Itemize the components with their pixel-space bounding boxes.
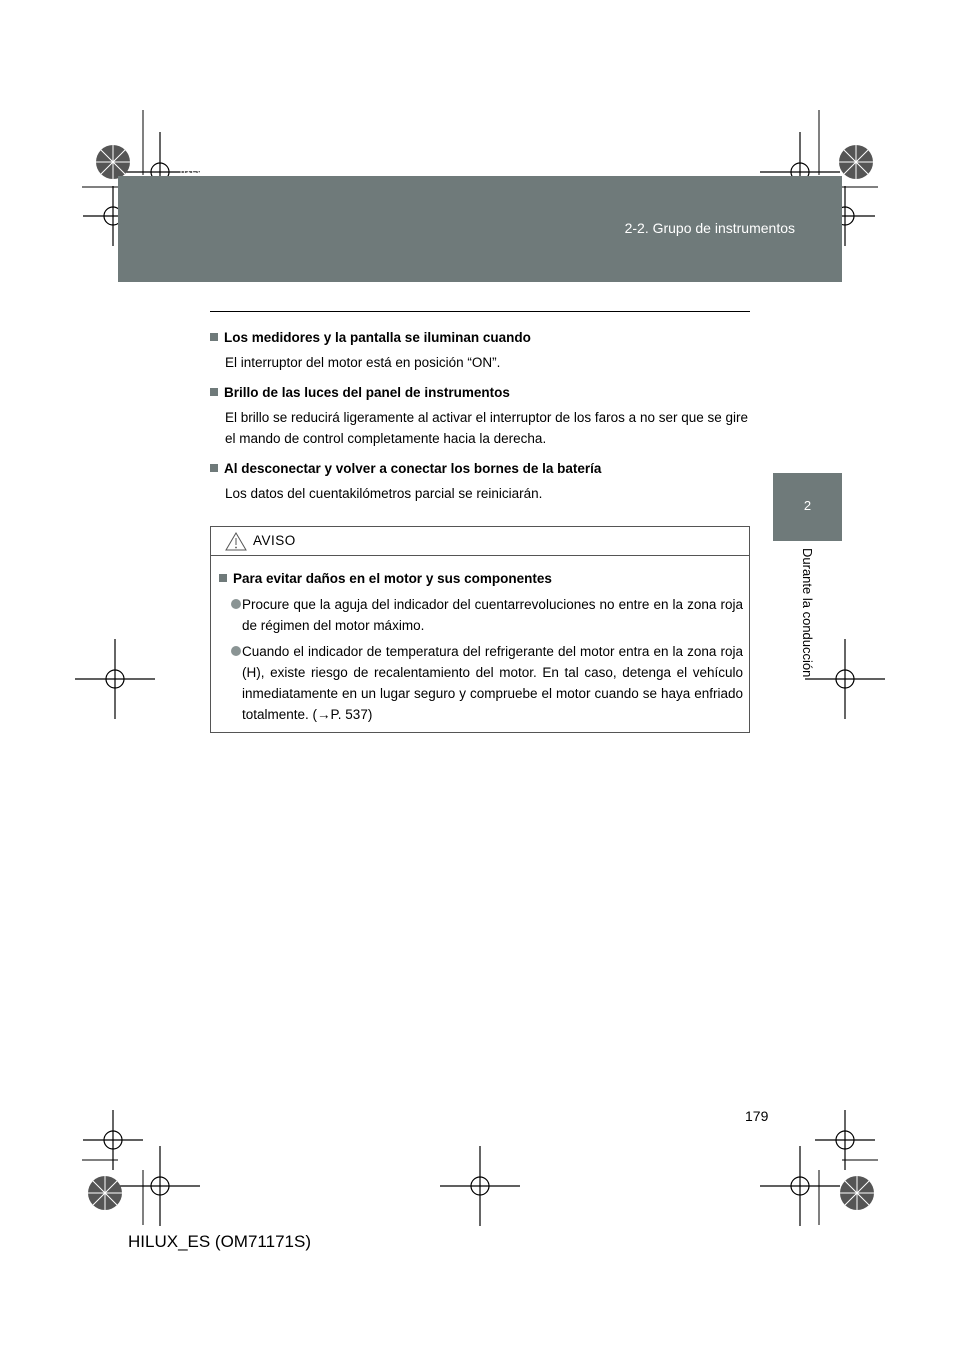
warning-bullet bbox=[219, 641, 743, 725]
round-bullet-icon bbox=[231, 599, 241, 609]
info-list bbox=[210, 327, 750, 513]
warning-bullet-text: Cuando el indicador de temperatura del refrigerante del motor entra en la zona roja (H), existe riesgo de recalentamiento del motor. En tal caso, detenga el vehículo inmediatamente en un lugar seguro y compruebe el motor cuando se haya enfriado totalmente. (→P. 537) bbox=[242, 644, 743, 722]
document-code: HILUX_ES (OM71171S) bbox=[128, 1232, 311, 1251]
book-stamp: HILUX_ES.book Page 179 Wednesday, March 23, 2011 4:15 PM bbox=[180, 166, 495, 176]
warning-bullet-text: Procure que la aguja del indicador del cuentarrevoluciones no entre en la zona roja de régimen del motor máximo. bbox=[242, 597, 743, 633]
info-item-body: Los datos del cuentakilómetros parcial se reiniciarán. bbox=[225, 486, 543, 501]
info-item-heading: Brillo de las luces del panel de instrumentos bbox=[224, 385, 510, 400]
warning-triangle-icon bbox=[225, 532, 247, 551]
chapter-tab bbox=[773, 473, 842, 541]
section-title: 2-2. Grupo de instrumentos bbox=[624, 220, 795, 236]
info-item bbox=[210, 458, 750, 504]
info-item bbox=[210, 382, 750, 449]
info-item-body: El interruptor del motor está en posición “ON”. bbox=[225, 355, 501, 370]
warning-title: AVISO bbox=[253, 533, 296, 548]
round-bullet-icon bbox=[231, 646, 241, 656]
warning-box bbox=[210, 526, 750, 733]
top-rule bbox=[210, 311, 750, 312]
warning-bullet bbox=[219, 594, 743, 636]
warning-header bbox=[211, 527, 749, 556]
info-item-body: El brillo se reducirá ligeramente al activar el interruptor de los faros a no ser que se gire el mando de control completamente hacia la derecha. bbox=[225, 410, 749, 446]
info-item bbox=[210, 327, 750, 373]
chapter-number: 2 bbox=[803, 498, 812, 513]
square-bullet-icon bbox=[219, 574, 227, 582]
info-item-heading: Los medidores y la pantalla se iluminan cuando bbox=[224, 330, 531, 345]
square-bullet-icon bbox=[210, 464, 218, 472]
chapter-label: Durante la conducción bbox=[800, 548, 815, 678]
warning-body bbox=[211, 556, 749, 725]
info-item-heading: Al desconectar y volver a conectar los bornes de la batería bbox=[224, 461, 602, 476]
square-bullet-icon bbox=[210, 333, 218, 341]
square-bullet-icon bbox=[210, 388, 218, 396]
warning-heading: Para evitar daños en el motor y sus componentes bbox=[233, 571, 552, 586]
page-number: 179 bbox=[745, 1108, 769, 1124]
